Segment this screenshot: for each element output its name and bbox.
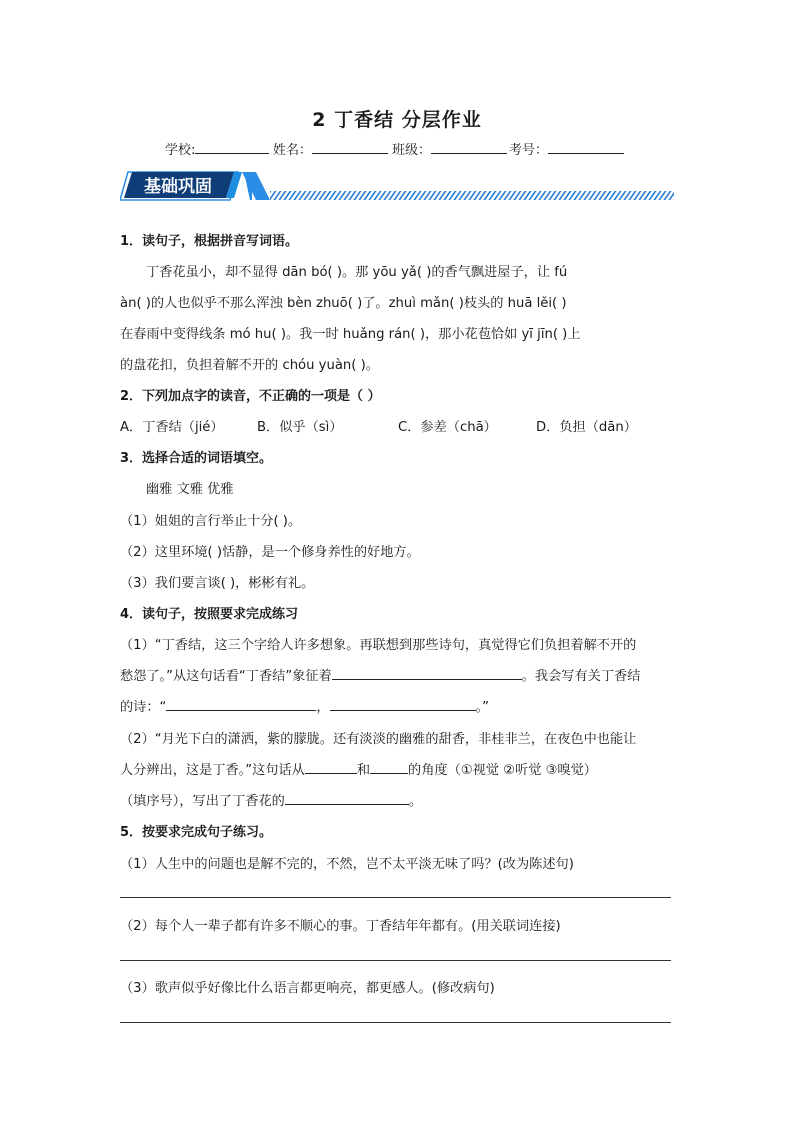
q4-p1-line-2-text: 愁怨了。”从这句话看“丁香结”象征着: [120, 669, 332, 684]
banner-label: 基础巩固: [144, 177, 212, 197]
q1-line-3: 在春雨中变得线条 mó hu( )。我一时 huǎng rán( )，那小花苞恰如 yī jīn( )上: [120, 327, 581, 342]
name-field: [273, 139, 388, 158]
q2-option-a[interactable]: A．丁香结（jié）: [120, 420, 224, 435]
q1-heading: 1．读句子，根据拼音写词语。: [120, 234, 299, 249]
q5-answer-line-1[interactable]: [120, 897, 671, 898]
q4-poem-blank-1[interactable]: [166, 696, 316, 711]
exam-no-blank[interactable]: [548, 139, 624, 154]
q5-heading: 5．按要求完成句子练习。: [120, 825, 273, 840]
page-title: 2 丁香结 分层作业: [312, 109, 482, 131]
section-banner: [120, 169, 676, 205]
q4-p1-line-2-tail: 。我会写有关丁香结: [521, 669, 641, 684]
q1-line-4: 的盘花扣，负担着解不开的 chóu yuàn( )。: [120, 358, 379, 373]
q2-option-c[interactable]: C．参差（chā）: [398, 420, 497, 435]
class-field: [392, 139, 507, 158]
banner-tail: [242, 172, 270, 200]
name-label: 姓名：: [273, 143, 313, 158]
q2-option-d[interactable]: D．负担（dān）: [536, 420, 637, 435]
q4-p1-line-3-end: 。”: [475, 700, 490, 715]
q2-heading: 2．下列加点字的读音，不正确的一项是（ ）: [120, 389, 381, 404]
q2-option-b[interactable]: B．似乎（sì）: [257, 420, 343, 435]
school-field: [165, 139, 269, 158]
school-label: 学校:: [165, 143, 196, 158]
q4-p1-line-3-text: 的诗：“: [120, 700, 167, 715]
exam-no-label: 考号：: [509, 143, 549, 158]
q4-p2-line-1: （2）“月光下白的潇洒，紫的朦胧。还有淡淡的幽雅的甜香，非桂非兰，在夜色中也能让: [120, 732, 637, 747]
q3-item-2: （2）这里环境( )恬静，是一个修身养性的好地方。: [120, 545, 420, 560]
q4-p2-line-3: [120, 790, 422, 809]
q4-angle-blank-2[interactable]: [370, 759, 408, 774]
q3-heading: 3．选择合适的词语填空。: [120, 451, 273, 466]
q4-p2-line-3-text: （填序号），写出了丁香花的: [120, 794, 285, 809]
class-blank[interactable]: [431, 139, 507, 154]
q4-p2-line-2-tail: 的角度（①视觉 ②听觉 ③嗅觉）: [408, 763, 597, 778]
exam-no-field: [509, 139, 624, 158]
q4-p2-line-2-and: 和: [356, 763, 371, 778]
q4-heading: 4．读句子，按照要求完成练习: [120, 607, 299, 622]
q4-p1-line-3: [120, 696, 489, 715]
q4-p1-line-3-comma: ，: [316, 700, 330, 715]
q1-line-1: 丁香花虽小，却不显得 dān bó( )。那 yōu yǎ( )的香气飘进屋子，让 fú: [146, 265, 568, 280]
class-label: 班级：: [392, 143, 432, 158]
q5-answer-line-3[interactable]: [120, 1022, 671, 1023]
q4-feature-blank[interactable]: [285, 790, 409, 805]
school-blank[interactable]: [195, 139, 269, 154]
banner-hatch: [270, 191, 674, 200]
q4-p2-line-2: [120, 759, 597, 778]
q3-item-3: （3）我们要言谈( )，彬彬有礼。: [120, 576, 315, 591]
q5-item-1: （1）人生中的问题也是解不完的，不然，岂不太平淡无味了吗？(改为陈述句): [120, 857, 574, 872]
q3-word-options: 幽雅 文雅 优雅: [146, 482, 234, 497]
q5-answer-line-2[interactable]: [120, 960, 671, 961]
q3-item-1: （1）姐姐的言行举止十分( )。: [120, 514, 302, 529]
q5-item-2: （2）每个人一辈子都有许多不顺心的事。丁香结年年都有。(用关联词连接): [120, 919, 561, 934]
q4-p2-line-2-text: 人分辨出，这是丁香。”这句话从: [120, 763, 305, 778]
q4-angle-blank-1[interactable]: [305, 759, 357, 774]
q4-p2-line-3-end: 。: [408, 794, 423, 809]
q5-item-3: （3）歌声似乎好像比什么语言都更响亮，都更感人。(修改病句): [120, 981, 495, 996]
q4-p1-line-2: [120, 665, 640, 684]
q4-p1-line-1: （1）“丁香结，这三个字给人许多想象。再联想到那些诗句，真觉得它们负担着解不开的: [120, 638, 637, 653]
q4-symbol-blank[interactable]: [332, 665, 522, 680]
name-blank[interactable]: [312, 139, 388, 154]
q1-line-2: àn( )的人也似乎不那么浑浊 bèn zhuō( )了。zhuì mǎn( )枝头的 huā lěi( ): [120, 296, 567, 311]
q4-poem-blank-2[interactable]: [330, 696, 476, 711]
